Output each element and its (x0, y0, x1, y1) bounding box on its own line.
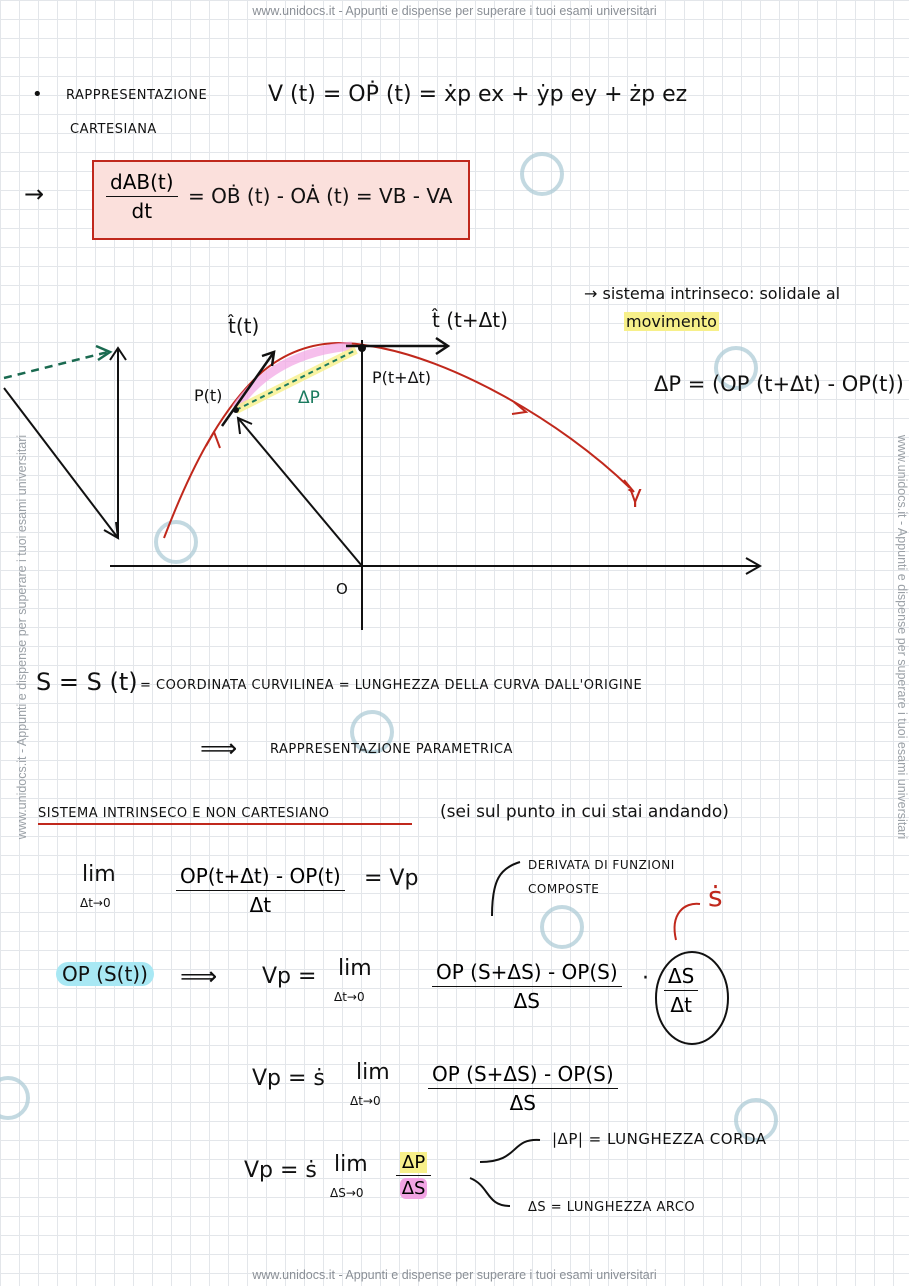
lim1-word: lim (82, 862, 116, 887)
arc-coordinate-equation: S = S (t) (36, 668, 138, 696)
delta-p-equation: ΔP = (OP (t+Δt) - OP(t)) (654, 372, 904, 396)
chord-length-note: |ΔP| = LUNGHEZZA CORDA (552, 1130, 767, 1148)
green-dashed-vector (4, 352, 108, 378)
box-rhs: = OḂ (t) - OȦ (t) = VB - VA (188, 184, 453, 208)
point-p2 (358, 344, 366, 352)
arc-note-arrow-icon (470, 1178, 510, 1206)
footer-watermark: www.unidocs.it - Appunti e dispense per superare i tuoi esami universitari (252, 1268, 657, 1282)
arrow-right-icon: → (24, 180, 45, 208)
left-diagonal-vector (4, 388, 118, 538)
bullet: • (32, 84, 43, 105)
sdot-label: ṡ (708, 880, 723, 913)
derivata-note-line1: DERIVATA DI FUNZIONI (528, 858, 675, 872)
point-p (233, 407, 239, 413)
intrinsic-note-line2: movimento (626, 312, 717, 331)
derivata-note-arrow-icon (492, 862, 520, 916)
intrinsic-comment: (sei sul punto in cui stai andando) (440, 802, 729, 822)
implies-arrow-icon: ⟹ (200, 734, 238, 764)
box-numerator: dAB(t) (106, 170, 178, 197)
lim1-rhs: = Vp (364, 866, 419, 891)
lim1-fraction (176, 864, 345, 917)
vp2-label: Vp = ṡ (252, 1066, 325, 1091)
side-watermark-right: www.unidocs.it - Appunti e dispense per superare i tuoi esami universitari (895, 434, 909, 840)
lim4-numerator: ΔP (396, 1152, 431, 1176)
point-p2-label: P(t+Δt) (372, 368, 432, 387)
chord-note-arrow-icon (480, 1140, 540, 1162)
sdot-arrow-icon (675, 904, 700, 940)
implies-arrow-icon: ⟹ (180, 962, 218, 992)
lim2-word: lim (338, 956, 372, 981)
parametric-representation: RAPPRESENTAZIONE PARAMETRICA (270, 742, 513, 757)
lim1-denominator: Δt (249, 893, 272, 917)
lim3-denominator: ΔS (509, 1091, 537, 1115)
vp-label: Vp = (262, 964, 317, 989)
lim4-denominator: ΔS (401, 1178, 426, 1199)
lim3-numerator: OP (S+ΔS) - OP(S) (428, 1062, 618, 1089)
lim2-numerator: OP (S+ΔS) - OP(S) (432, 960, 622, 987)
lim4-fraction (396, 1152, 431, 1199)
cartesian-label-line2: CARTESIANA (70, 122, 157, 137)
circled-fraction-text (664, 964, 698, 1017)
origin-label: O (336, 580, 348, 598)
arc-coordinate-definition: = COORDINATA CURVILINEA = LUNGHEZZA DELLA CURVA DALL'ORIGINE (140, 678, 643, 693)
lim3-word: lim (356, 1060, 390, 1085)
lim2-sub: Δt→0 (334, 990, 365, 1004)
curve-gamma-label: γ (628, 480, 643, 508)
intrinsic-title: SISTEMA INTRINSECO E NON CARTESIANO (38, 806, 330, 821)
position-vector-p (238, 418, 362, 566)
cartesian-label-line1: RAPPRESENTAZIONE (66, 88, 208, 103)
velocity-cartesian-equation: V (t) = OṖ (t) = ẋp ex + ẏp ey + żp ez (268, 82, 688, 107)
point-p-label: P(t) (194, 386, 223, 405)
lim2-denominator: ΔS (513, 989, 541, 1013)
lim1-sub: Δt→0 (80, 896, 111, 910)
lim3-sub: Δt→0 (350, 1094, 381, 1108)
intrinsic-note-line1: → sistema intrinseco: solidale al (584, 284, 841, 303)
lim1-numerator: OP(t+Δt) - OP(t) (176, 864, 345, 891)
lim2-fraction (432, 960, 622, 1013)
ops-label: OP (S(t)) (56, 962, 154, 986)
box-denominator: dt (131, 199, 153, 223)
circ-denominator: Δt (670, 993, 692, 1017)
lim3-fraction (428, 1062, 618, 1115)
circ-numerator: ΔS (664, 964, 698, 991)
lim4-sub: ΔS→0 (330, 1186, 364, 1200)
derivata-note-line2: COMPOSTE (528, 882, 600, 896)
tangent-vector-p (222, 352, 274, 426)
side-watermark-left: www.unidocs.it - Appunti e dispense per superare i tuoi esami universitari (15, 434, 30, 840)
vp3-label: Vp = ṡ (244, 1158, 317, 1183)
arc-length-note: ΔS = LUNGHEZZA ARCO (528, 1200, 696, 1215)
header-watermark: www.unidocs.it - Appunti e dispense per superare i tuoi esami universitari (252, 4, 657, 18)
tangent-label-2: t̂ (t+Δt) (432, 308, 508, 332)
delta-p-label: ΔP (298, 388, 320, 408)
tangent-label: t̂(t) (228, 314, 260, 338)
lim4-word: lim (334, 1152, 368, 1177)
multiply-dot: · (642, 966, 649, 991)
